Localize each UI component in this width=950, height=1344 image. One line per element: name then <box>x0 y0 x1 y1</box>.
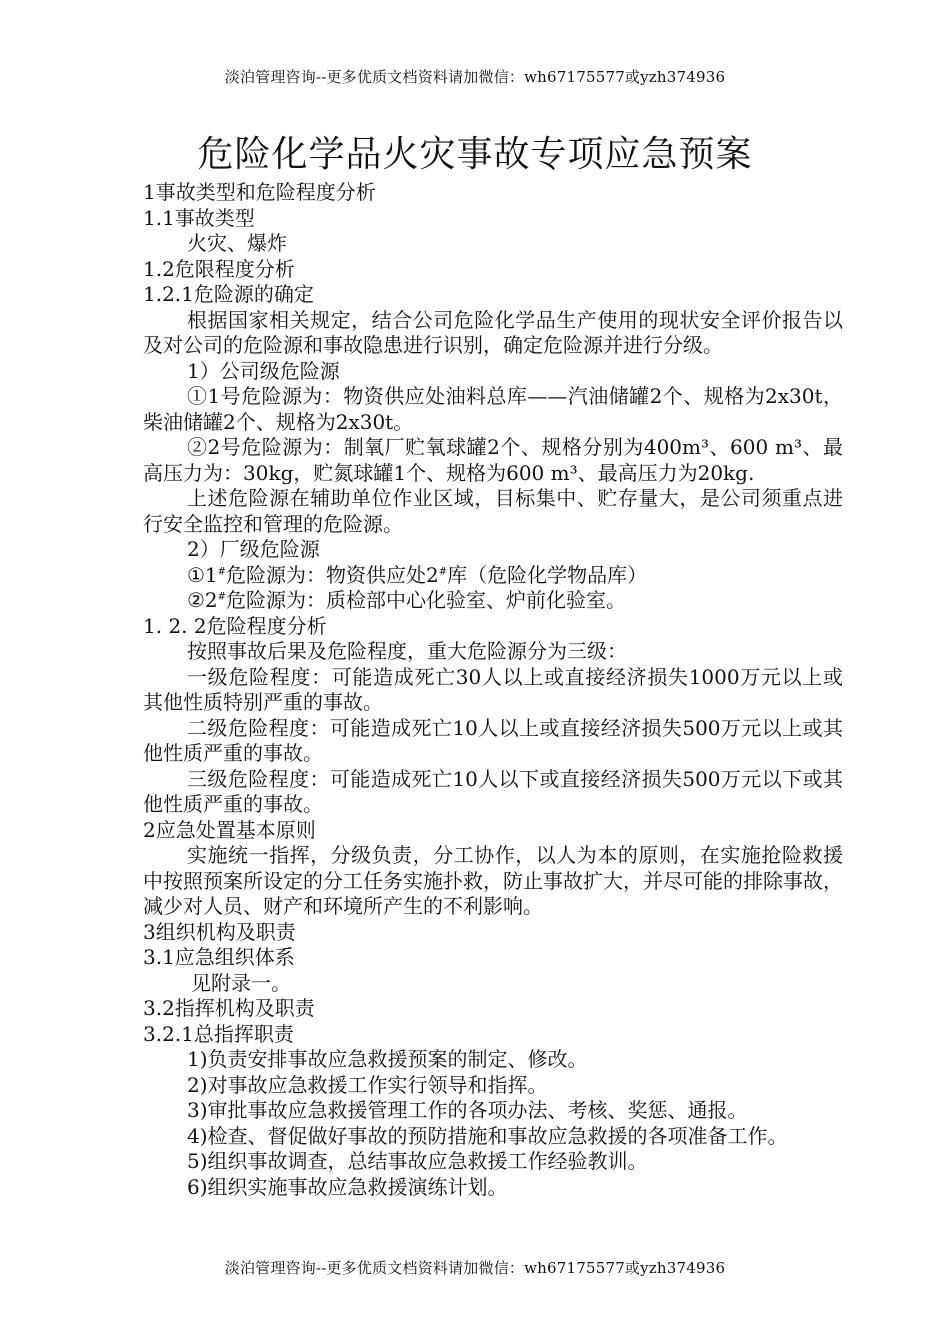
paragraph-hazard-source-2: ②2号危险源为：制氧厂贮氧球罐2个、规格分别为400m³、600 m³、最高压力为：30kg，贮氮球罐1个、规格为600 m³、最高压力为20kg. <box>143 435 843 485</box>
section-heading-1-2-2: 1. 2. 2危险程度分析 <box>143 613 327 638</box>
paragraph-factory-source-2: ②2#危险源为：质检部中心化验室、炉前化验室。 <box>187 588 627 612</box>
section-heading-1-1: 1.1事故类型 <box>143 205 255 230</box>
duty-item: 3)审批事故应急救援管理工作的各项办法、考核、奖惩、通报。 <box>187 1098 748 1122</box>
paragraph-factory-level: 2）厂级危险源 <box>187 537 320 561</box>
paragraph-level-2: 二级危险程度：可能造成死亡10人以上或直接经济损失500万元以上或其他性质严重的事故。 <box>143 715 843 765</box>
duty-item: 4)检查、督促做好事故的预防措施和事故应急救援的各项准备工作。 <box>187 1123 788 1148</box>
section-heading-2: 2应急处置基本原则 <box>143 817 316 842</box>
document-title: 危险化学品火灾事故专项应急预案 <box>197 134 753 175</box>
section-heading-3-2-1: 3.2.1总指挥职责 <box>143 1021 294 1046</box>
duty-item: 1)负责安排事故应急救援预案的制定、修改。 <box>187 1047 588 1071</box>
paragraph-above-sources: 上述危险源在辅助单位作业区域，目标集中、贮存量大，是公司须重点进行安全监控和管理的危险源。 <box>143 486 843 536</box>
paragraph-factory-source-1: ①1#危险源为：物资供应处2#库（危险化学物品库） <box>187 562 648 587</box>
page-footer: 淡泊管理咨询--更多优质文档资料请加微信：wh67175577或yzh374936 <box>224 1259 726 1277</box>
paragraph-level-3: 三级危险程度：可能造成死亡10人以下或直接经济损失500万元以下或其他性质严重的事故。 <box>143 766 843 816</box>
paragraph-principle: 实施统一指挥，分级负责，分工协作，以人为本的原则，在实施抢险救援中按照预案所设定的分工任务实施扑救，防止事故扩大，并尽可能的排除事故，减少对人员、财产和环境所产生的不利影响。 <box>143 843 843 918</box>
paragraph-company-level: 1）公司级危险源 <box>187 358 340 383</box>
section-heading-3-1: 3.1应急组织体系 <box>143 945 295 969</box>
section-heading-3-2: 3.2指挥机构及职责 <box>143 996 315 1020</box>
section-heading-1: 1事故类型和危险程度分析 <box>143 180 376 204</box>
paragraph-levels-intro: 按照事故后果及危险程度，重大危险源分为三级： <box>187 639 627 663</box>
paragraph-appendix: 见附录一。 <box>191 970 291 995</box>
duty-item: 6)组织实施事故应急救援演练计划。 <box>187 1174 508 1199</box>
paragraph-level-1: 一级危险程度：可能造成死亡30人以上或直接经济损失1000万元以上或其他性质特别严重的事故。 <box>143 664 843 714</box>
page-header: 淡泊管理咨询--更多优质文档资料请加微信：wh67175577或yzh374936 <box>224 68 726 86</box>
section-heading-1-2-1: 1.2.1危险源的确定 <box>143 282 314 306</box>
duty-item: 2)对事故应急救援工作实行领导和指挥。 <box>187 1072 548 1097</box>
duty-item: 5)组织事故调查，总结事故应急救援工作经验教训。 <box>187 1149 648 1173</box>
paragraph-hazard-source-1: ①1号危险源为：物资供应处油料总库——汽油储罐2个、规格为2x30t，柴油储罐2个、规格为2x30t。 <box>143 384 843 434</box>
paragraph-basis: 根据国家相关规定，结合公司危险化学品生产使用的现状安全评价报告以及对公司的危险源和事故隐患进行识别，确定危险源并进行分级。 <box>143 307 843 357</box>
document-body <box>143 180 843 1200</box>
section-heading-3: 3组织机构及职责 <box>143 919 296 944</box>
paragraph-accident-types: 火灾、爆炸 <box>187 231 287 255</box>
section-heading-1-2: 1.2危限程度分析 <box>143 256 295 281</box>
